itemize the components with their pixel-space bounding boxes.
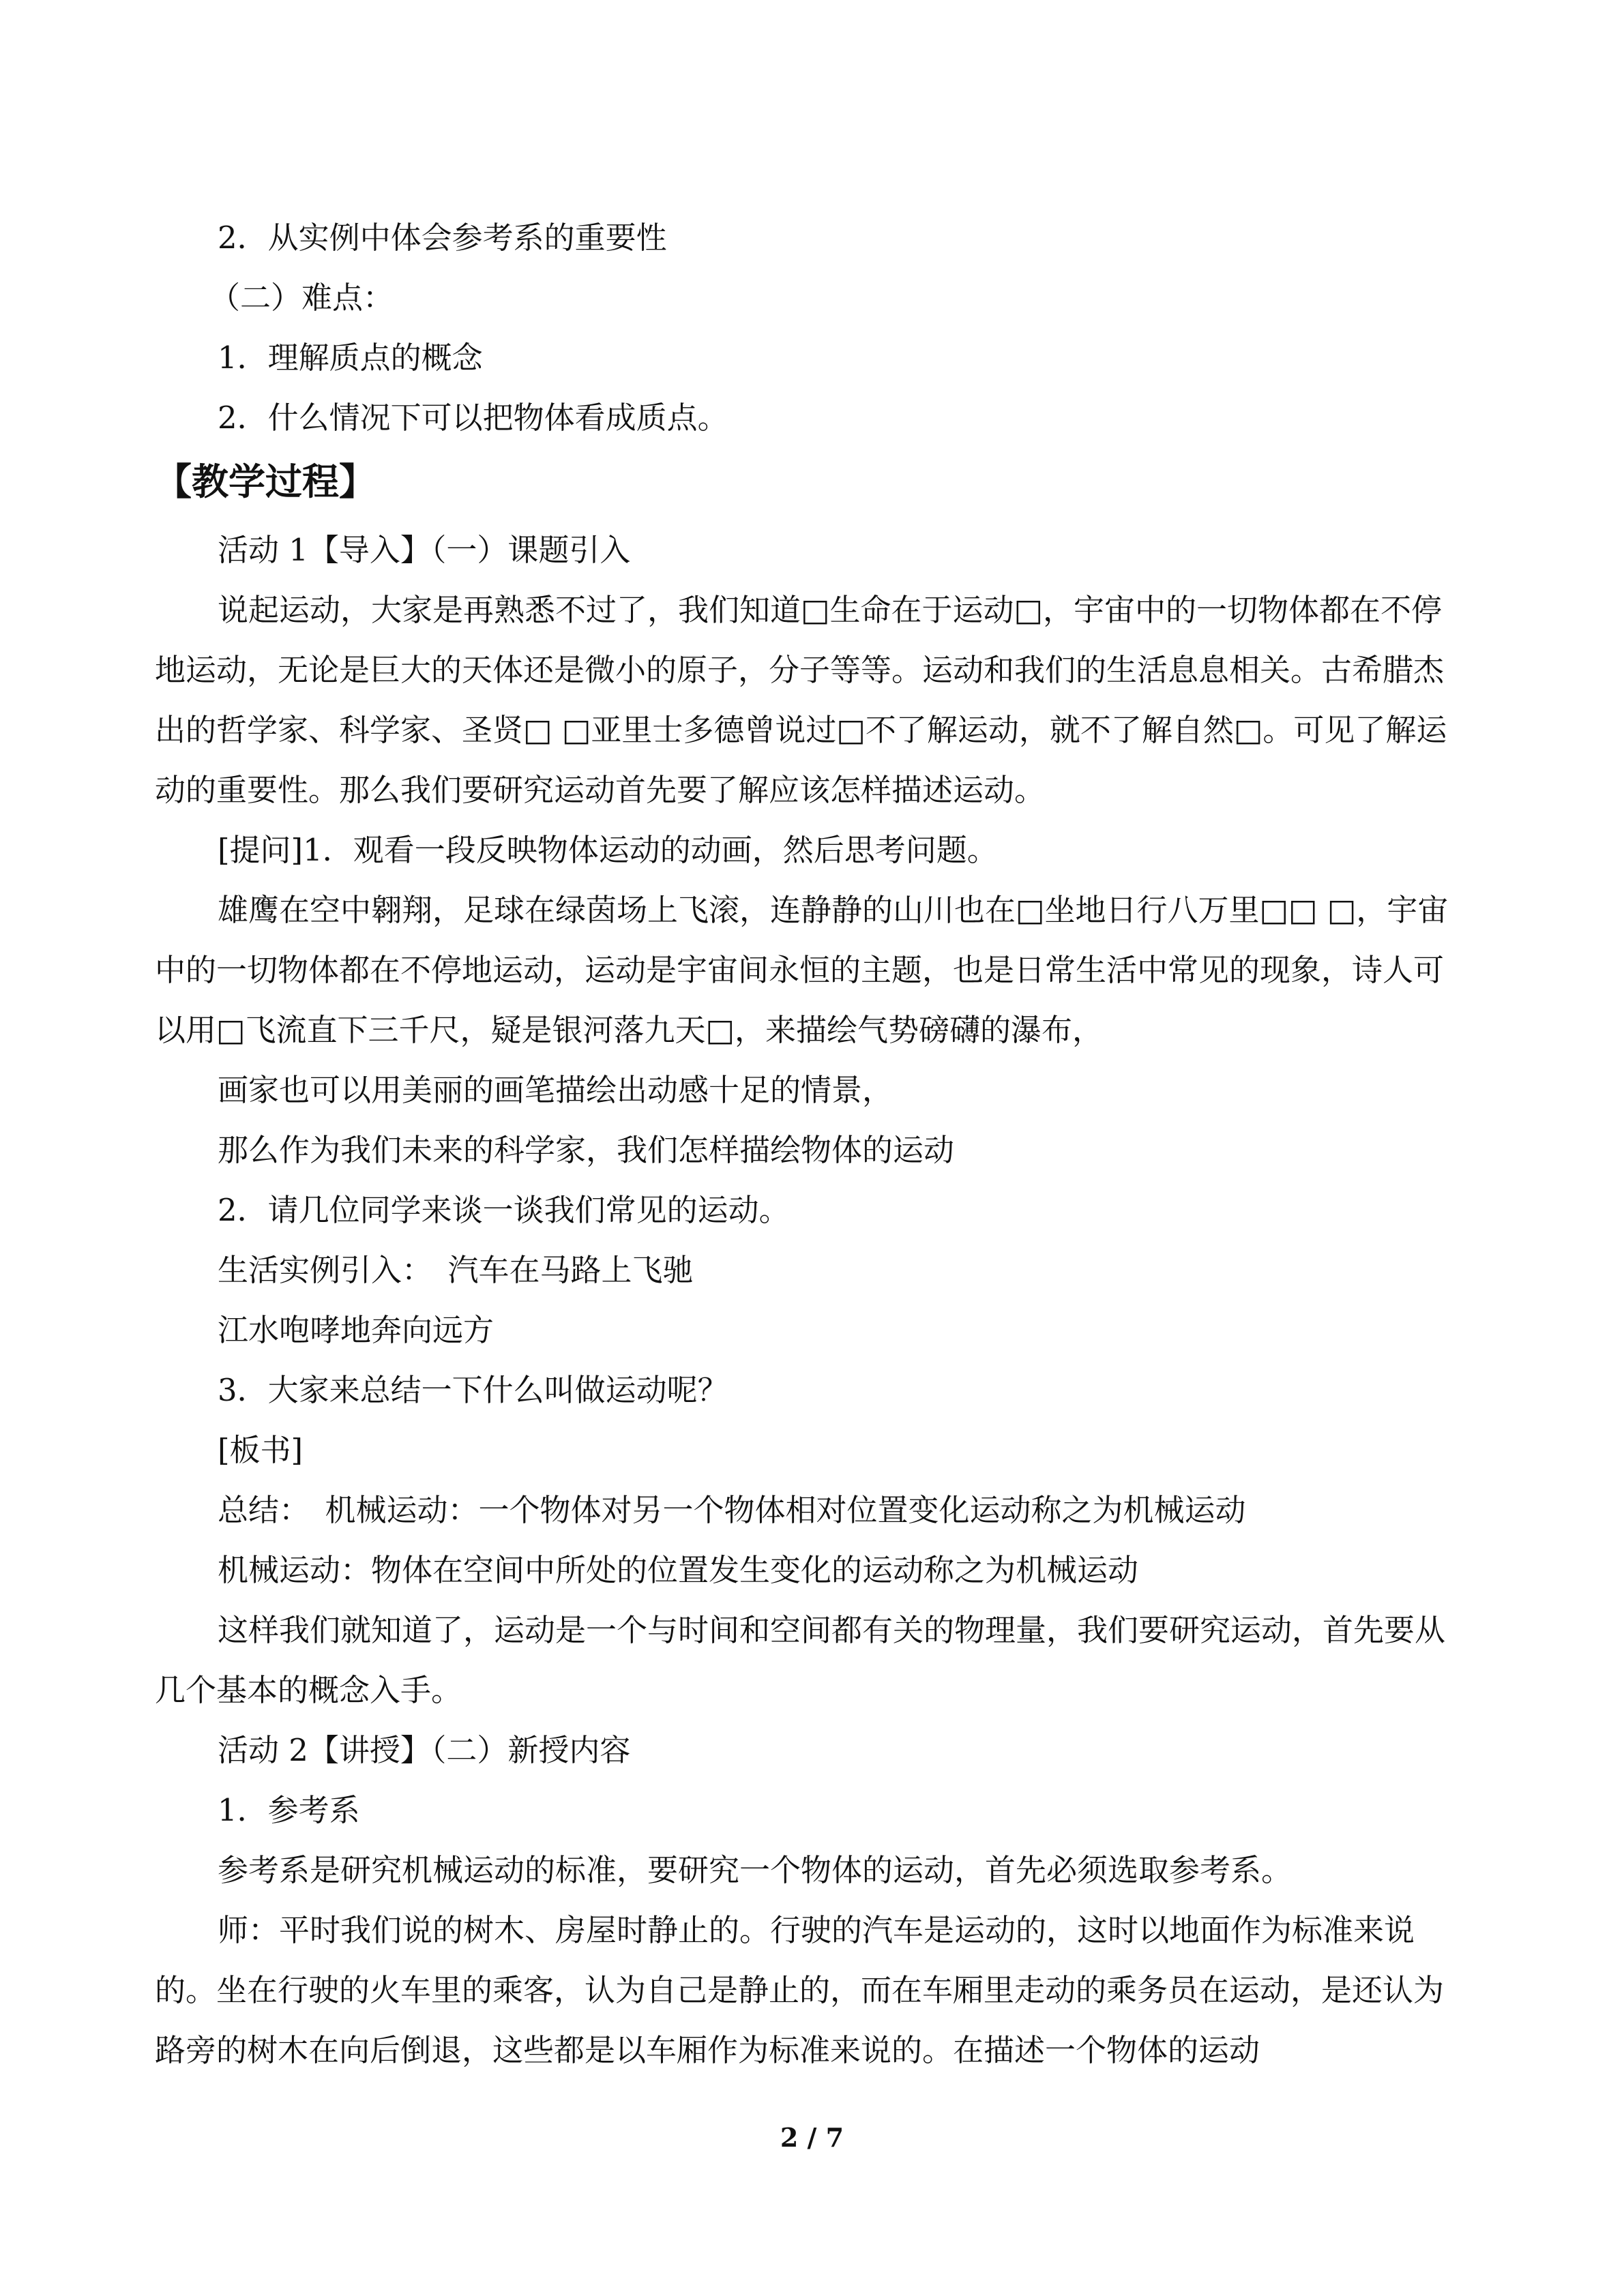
paragraph: 参考系是研究机械运动的标准，要研究一个物体的运动，首先必须选取参考系。 xyxy=(218,1852,1293,1888)
paragraph: 活动 1【导入】（一）课题引入 xyxy=(218,532,631,568)
paragraph: 这样我们就知道了，运动是一个与时间和空间都有关的物理量，我们要研究运动，首先要从几个基本的概念入手。 xyxy=(155,1612,1446,1708)
paragraph: 2．请几位同学来谈一谈我们常见的运动。 xyxy=(218,1192,790,1228)
paragraph: 总结： 机械运动：一个物体对另一个物体相对位置变化运动称之为机械运动 xyxy=(218,1492,1246,1528)
paragraph: 3．大家来总结一下什么叫做运动呢？ xyxy=(218,1372,728,1408)
paragraph: 活动 2【讲授】（二）新授内容 xyxy=(218,1732,631,1768)
page-number: 2 / 7 xyxy=(780,2122,844,2153)
text-line: （二）难点： xyxy=(209,280,394,316)
section-body xyxy=(155,520,1471,2081)
text-line: 1．理解质点的概念 xyxy=(218,340,483,376)
text-line: 2．什么情况下可以把物体看成质点。 xyxy=(218,400,728,436)
paragraph: 那么作为我们未来的科学家，我们怎样描绘物体的运动 xyxy=(218,1132,955,1168)
paragraph: 机械运动：物体在空间中所处的位置发生变化的运动称之为机械运动 xyxy=(218,1552,1139,1588)
text-line: 2．从实例中体会参考系的重要性 xyxy=(218,220,667,256)
paragraph: 江水咆哮地奔向远方 xyxy=(218,1312,494,1348)
paragraph: [板书] xyxy=(218,1432,304,1468)
paragraph: 生活实例引入： 汽车在马路上飞驰 xyxy=(218,1252,694,1288)
paragraph: 画家也可以用美丽的画笔描绘出动感十足的情景， xyxy=(218,1072,894,1108)
section-heading: 【教学过程】 xyxy=(155,460,376,503)
paragraph: 雄鹰在空中翱翔，足球在绿茵场上飞滚，连静静的山川也在□坐地日行八万里□□ □，宇宙中的一切物体都在不停地运动，运动是宇宙间永恒的主题，也是日常生活中常见的现象，诗人可以用□飞流直下三千尺，疑是银河落九天□，来描绘气势磅礴的瀑布， xyxy=(155,892,1449,1048)
paragraph: 说起运动，大家是再熟悉不过了，我们知道□生命在于运动□，宇宙中的一切物体都在不停地运动，无论是巨大的天体还是微小的原子，分子等等。运动和我们的生活息息相关。古希腊杰出的哲学家、科学家、圣贤□ □亚里士多德曾说过□不了解运动，就不了解自然□。可见了解运动的重要性。那么我们要研究运动首先要了解应该怎样描述运动。 xyxy=(155,592,1447,808)
paragraph: [提问]1．观看一段反映物体运动的动画，然后思考问题。 xyxy=(218,832,998,868)
paragraph: 师：平时我们说的树木、房屋时静止的。行驶的汽车是运动的，这时以地面作为标准来说的。坐在行驶的火车里的乘客，认为自己是静止的，而在车厢里走动的乘务员在运动，是还认为路旁的树木在向后倒退，这些都是以车厢作为标准来说的。在描述一个物体的运动 xyxy=(155,1912,1445,2068)
paragraph: 1．参考系 xyxy=(218,1792,360,1828)
document-content xyxy=(155,208,1471,2081)
